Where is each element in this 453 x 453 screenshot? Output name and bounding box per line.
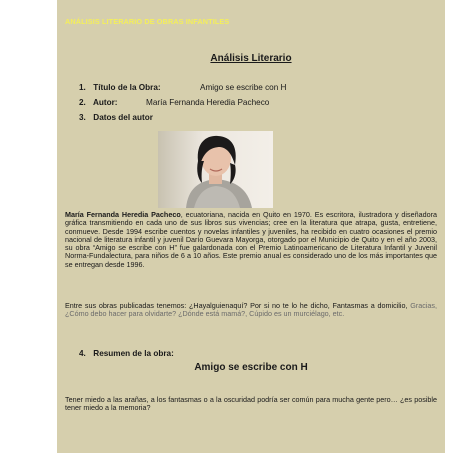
item-author — [79, 98, 270, 107]
item-value: María Fernanda Heredia Pacheco — [146, 98, 270, 107]
item-number: 2. — [79, 98, 86, 107]
item-number: 3. — [79, 113, 86, 122]
works-list: Gracias, ¿Cómo debo hacer para olvidarte? ¿Dónde está mamá?, Cúpido es un murciélago, etc. — [65, 301, 437, 319]
author-bio — [65, 211, 437, 269]
document-page — [57, 0, 445, 453]
author-portrait-image — [158, 131, 273, 208]
summary-subtitle: Amigo se escribe con H — [194, 362, 308, 373]
item-label: Título de la Obra: — [93, 83, 161, 92]
document-title: Análisis Literario — [210, 53, 292, 64]
summary-text: Tener miedo a las arañas, a los fantasmas o a la oscuridad podría ser común para mucha gente pero… ¿es posible tener miedo a la memoria? — [65, 395, 437, 413]
item-label: Resumen de la obra: — [93, 349, 174, 358]
works-intro: Entre sus obras publicadas tenemos: ¿Hayalguienaquí? Por si no te lo he dicho, Fantasmas a domicilio, — [65, 301, 411, 310]
author-name: María Fernanda Heredia Pacheco — [65, 210, 181, 219]
item-author-data — [79, 113, 153, 122]
item-label: Autor: — [92, 98, 118, 107]
author-photo — [158, 131, 273, 208]
bio-text: , ecuatoriana, nacida en Quito en 1970. Es escritora, ilustradora y diseñadora gráfica transmitiendo en cada uno de sus libros sus vivencias; cree en la literatura que atrapa, gusta, entretiene, conmueve. Desde 1994 escribe cuentos y novelas infantiles y juveniles, ha recibido en cuatro ocasiones el premio nacional de literatura infantil y juvenil Darío Guevara Mayorga, otorgado por el Municipio de Quito y en el año 2003, su obra “Amigo se escribe con H” fue galardonada con el Premio Latinoamericano de Literatura Infantil y Juvenil Norma-Fundalectura, para niños de 6 a 10 años. Este premio anual es considerado uno de los más importantes que se entregan desde 1996. — [65, 210, 437, 269]
item-number: 1. — [79, 83, 86, 92]
item-title — [79, 83, 287, 92]
item-value: Amigo se escribe con H — [200, 83, 287, 92]
page-header: ANÁLISIS LITERARIO DE OBRAS INFANTILES — [65, 17, 230, 26]
item-number: 4. — [79, 349, 86, 358]
item-summary — [79, 349, 174, 358]
works-paragraph — [65, 302, 437, 319]
item-label: Datos del autor — [93, 113, 153, 122]
